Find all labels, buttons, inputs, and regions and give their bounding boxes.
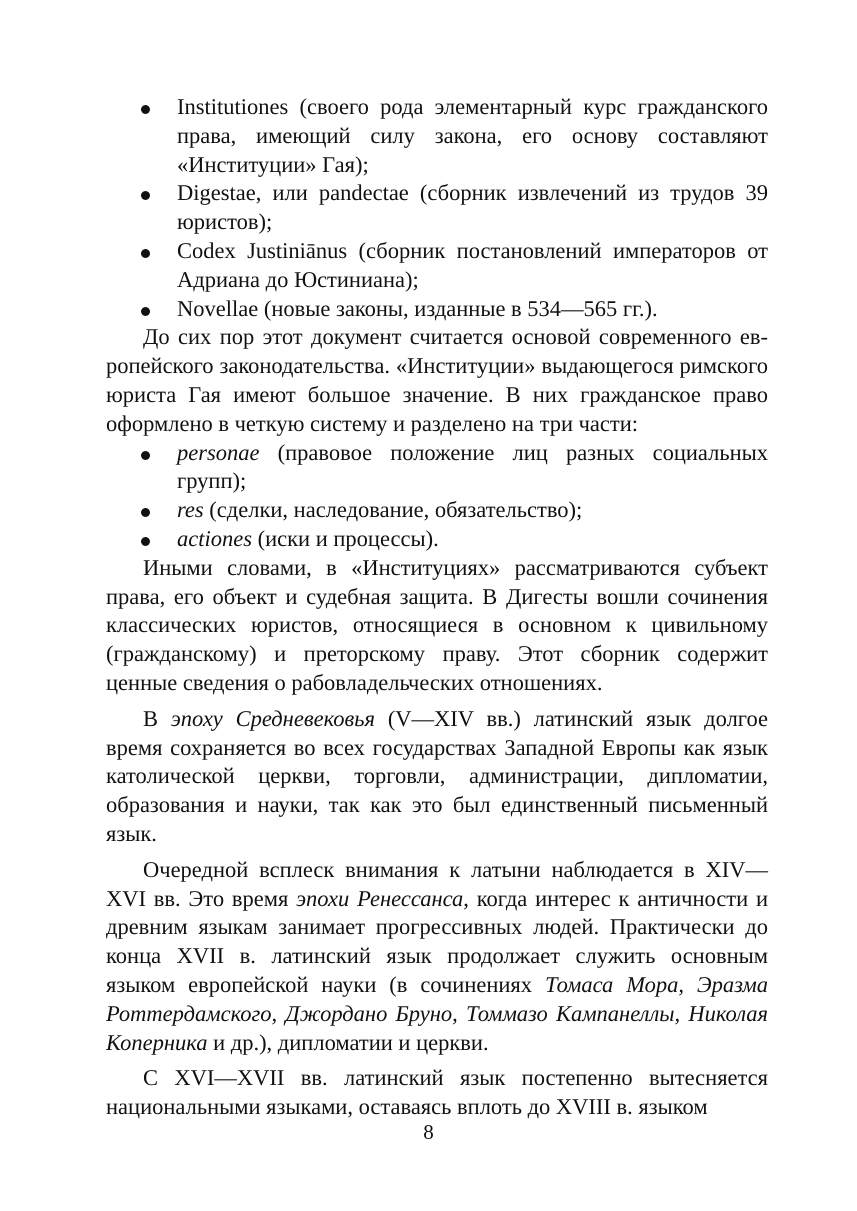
emphasis: эпохи Ренессанса [296,885,464,911]
list-item-text: (иски и процессы). [251,525,439,551]
page-body [106,93,768,1122]
list-item-term: res [177,497,204,523]
list-item [106,93,768,179]
list-item-text: (правовое положение лиц разных социальных групп); [177,439,768,494]
list-item [106,496,768,525]
list-item [106,179,768,237]
paragraph: Иными словами, в «Институциях» рассматриваются субъект права, его объект и судебная защита. В Дигесты вошли сочинения классических юристов, относящиеся в основном к цивильному (гражданскому) и преторскому праву. Этот сборник содержит ценные сведения о рабовладельческих отношениях. [106,554,768,695]
bullet-icon [141,307,150,316]
bullet-icon [141,537,150,546]
bullet-icon [141,105,150,114]
text-run: и др.), дипломатии и церкви. [207,1029,489,1055]
list-item [106,295,768,324]
list-item-text: Codex Justiniānus (сборник постановлений императоров от Адриана до Юстиниана); [177,237,768,292]
list-item [106,439,768,497]
bullet-icon [141,451,150,460]
emphasis: Томаса Мора, Эразма Роттердамского, Джордано Бруно, Томмазо Кампанеллы, Николая Коперника [106,971,768,1055]
list-item-term: personae [177,439,260,465]
list-item-text: (сделки, наследование, обязательство); [203,497,583,523]
list-item-text: Digestae, или pandectae (сборник извлечений из трудов 39 юристов); [177,180,768,235]
list-item [106,237,768,295]
bullet-icon [141,249,150,258]
parts-list [106,439,768,554]
paragraph: До сих пор этот документ считается основой современного европейского законодательства. «Институции» выдающегося римского юриста Гая имеют большое значение. В них гражданское право оформлено в четкую систему и разделено на три части: [106,324,768,436]
text-run: (V—XIV вв.) латинский язык долгое время сохраняется во всех государствах Западной Европы как язык католической церкви, торговли, администрации, дипломатии, образования и науки, так как это был единственный письменный язык. [106,705,768,846]
text-run: Очередной всплеск внимания к латыни наблюдается в XIV—XVI вв. Это время [106,856,768,911]
bullet-icon [141,508,150,517]
list-item-text: Institutiones (своего рода элементарный курс гражданского права, имеющий силу закона, его основу составляют «Институции» Гая); [177,94,768,177]
list-item-term: actiones [177,525,252,551]
text-run: В [143,705,171,731]
paragraph [106,705,768,849]
text-run: , когда интерес к античности и древним языкам занимает прогрессивных людей. Практически до конца XVII в. латинский язык продолжает служить основным языком европейской науки (в сочинениях [106,885,768,997]
bullet-icon [141,191,150,200]
page-number: 8 [423,1120,434,1144]
emphasis: эпоху Средневековья [170,705,375,731]
list-item [106,525,768,554]
paragraph [106,856,768,1058]
list-item-text: Novellae (новые законы, изданные в 534—565 гг.). [177,295,658,321]
sources-list [106,93,768,323]
paragraph: С XVI—XVII вв. латинский язык постепенно вытесняется национальными языками, оставаясь вплоть до XVIII в. языком [106,1065,768,1120]
